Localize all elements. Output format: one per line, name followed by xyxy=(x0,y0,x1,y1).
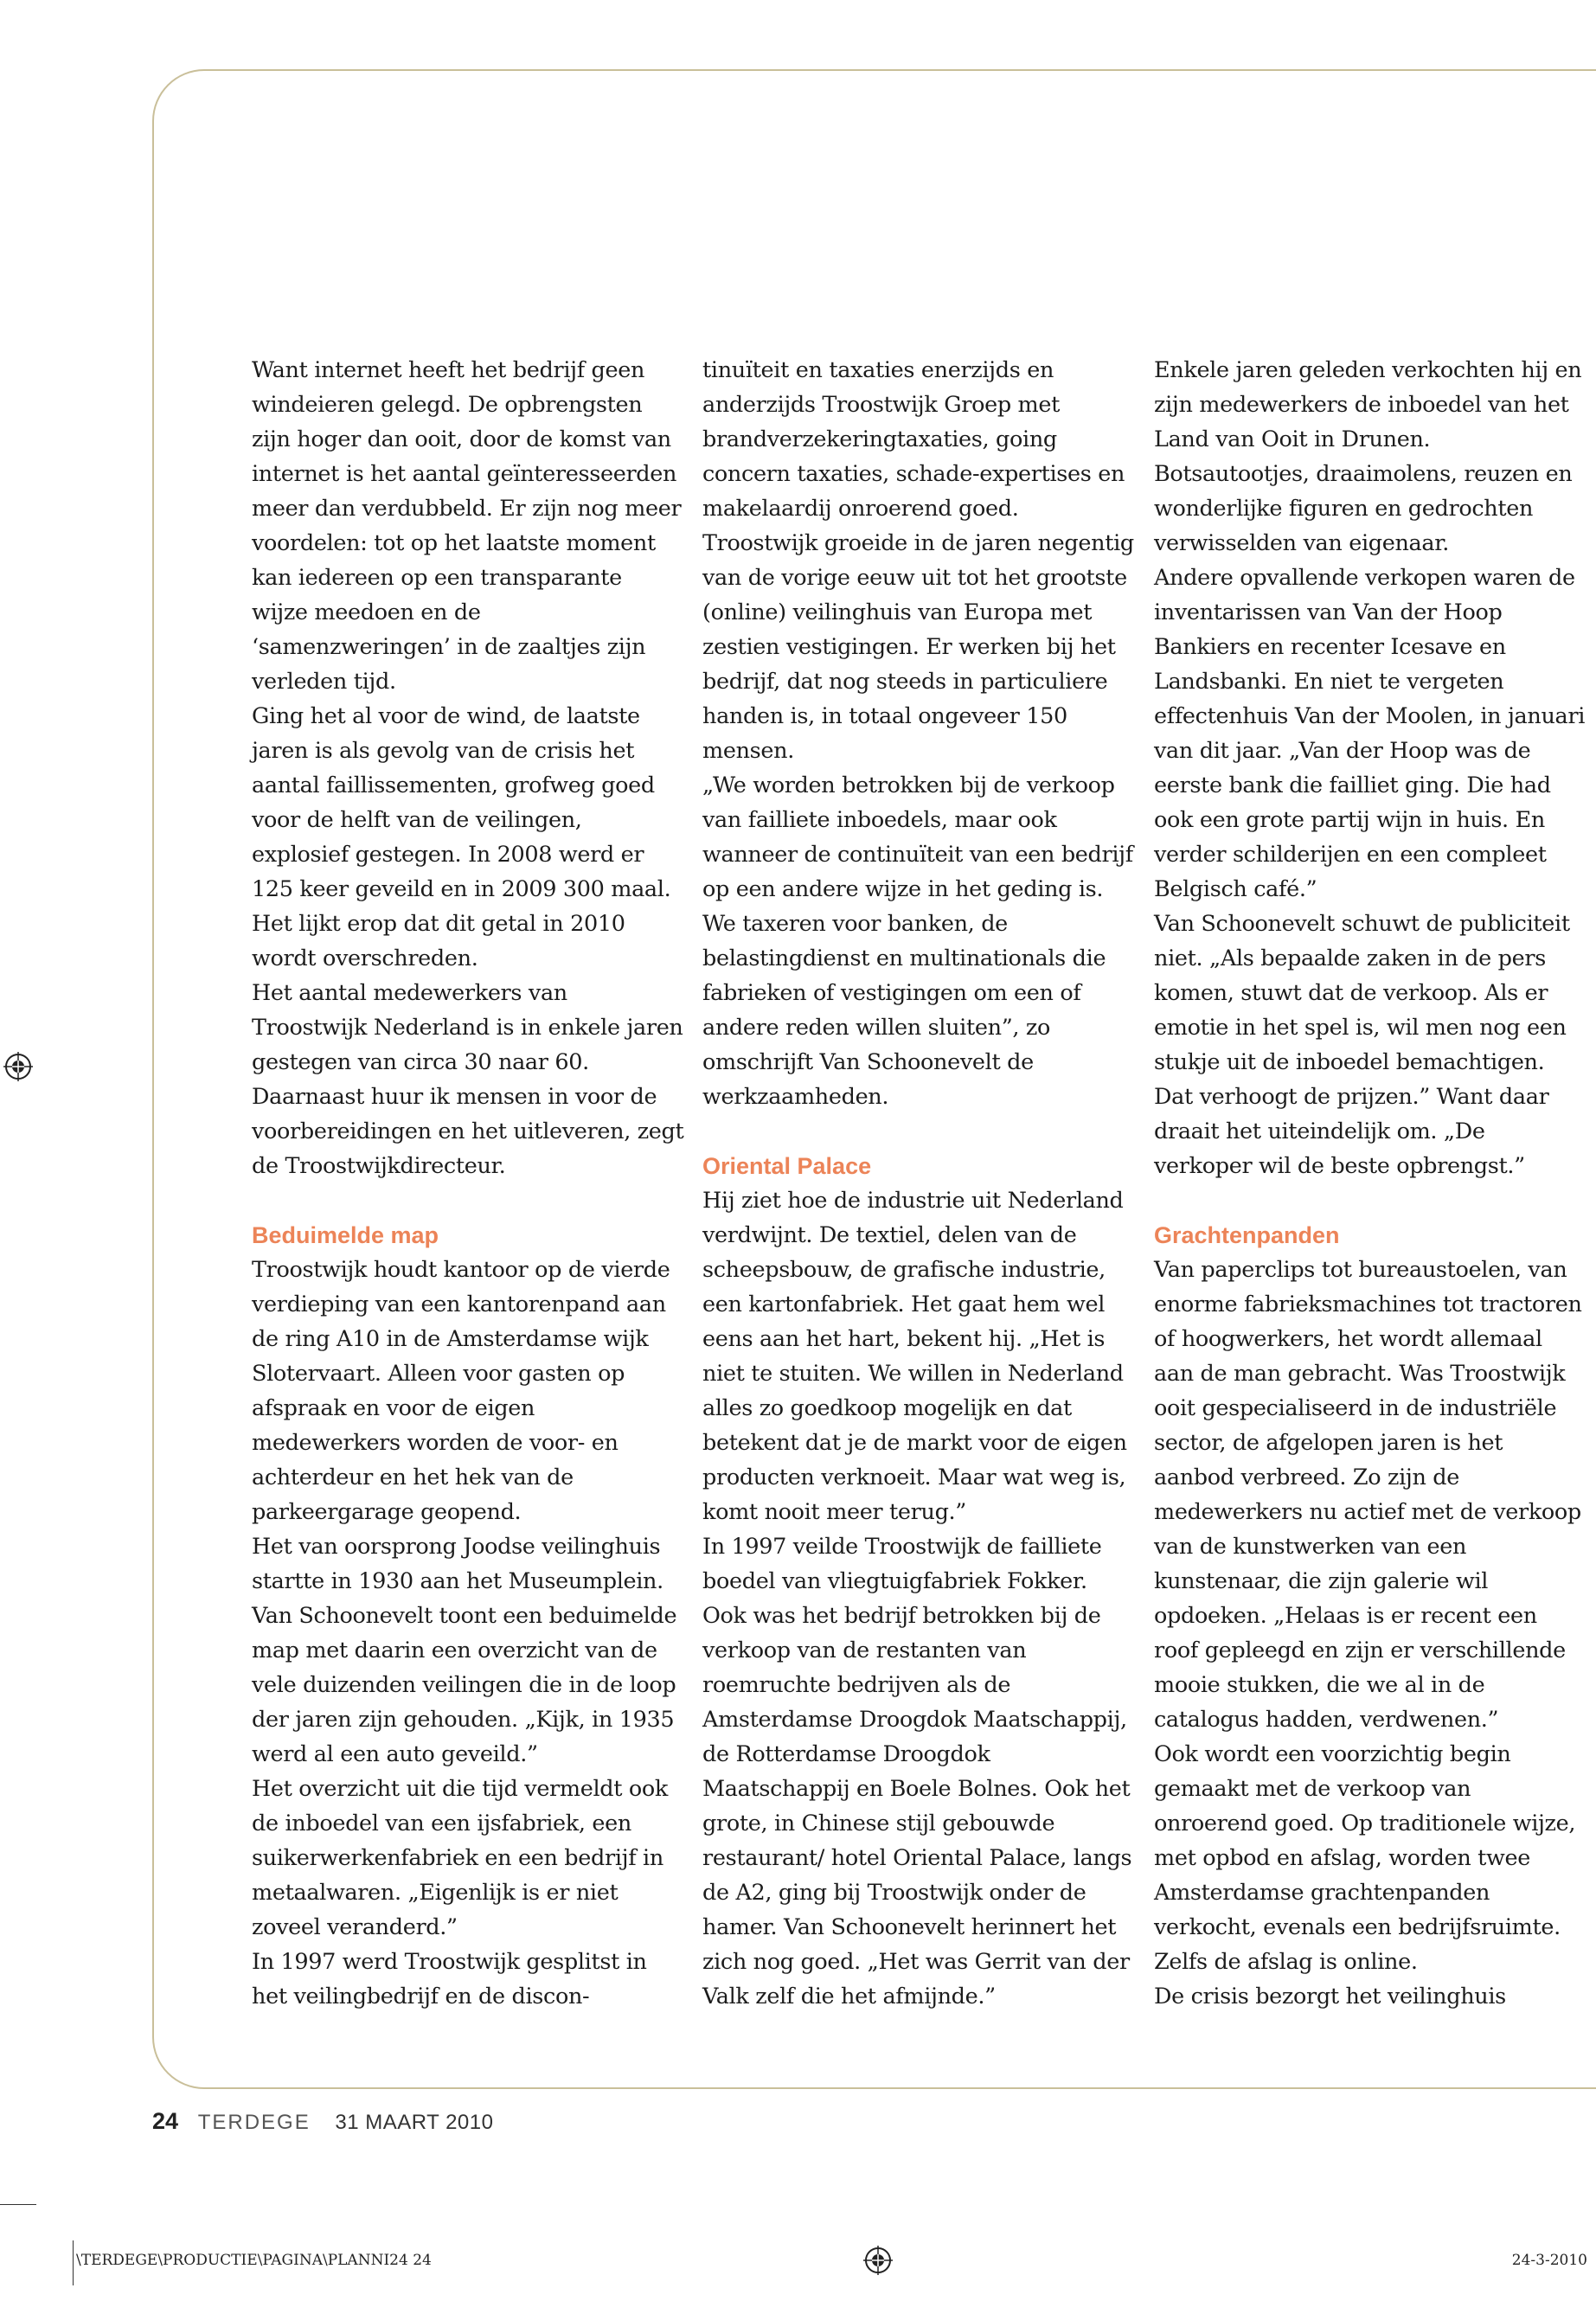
section-heading: Beduimelde map xyxy=(252,1222,439,1248)
magazine-name: TERDEGE xyxy=(197,2111,311,2134)
paragraph: Van Schoonevelt schuwt de publiciteit niet. „Als bepaalde zaken in de pers komen, stuwt dat de verkoop. Als er emotie in het spel is, wil men nog een stukje uit de inboedel bemachtigen. Dat verhoogt de prijzen.” Want daar draait het uiteindelijk om. „De verkoper wil de beste opbrengst.” xyxy=(1154,911,1570,1179)
print-slug-date: 24-3-2010 xyxy=(1511,2252,1587,2269)
paragraph: Want internet heeft het bedrijf geen windeieren gelegd. De opbrengsten zijn hoger dan ooit, door de komst van internet is het aantal geïnteresseerden meer dan verdubbeld. Er zijn nog meer voordelen: tot op het laatste moment kan iedereen op een transparante wijze meedoen en de ‘samenzweringen’ in de zaaltjes zijn verleden tijd. xyxy=(252,357,682,695)
paragraph: Ging het al voor de wind, de laatste jaren is als gevolg van de crisis het aantal faillissementen, grofweg goed voor de helft van de veilingen, explosief gestegen. In 2008 werd er 125 keer geveild en in 2009 300 maal. Het lijkt erop dat dit getal in 2010 wordt overschreden. xyxy=(252,703,671,971)
page-footer xyxy=(152,2108,493,2135)
paragraph: In 1997 werd Troostwijk gesplitst in het veilingbedrijf en de discon- xyxy=(252,1949,647,2009)
paragraph: Het aantal medewerkers van Troostwijk Nederland is in enkele jaren gestegen van circa 30 naar 60. Daarnaast huur ik mensen in voor de voorbereidingen en het uitleveren, zegt de Troostwijkdirecteur. xyxy=(252,980,684,1179)
paragraph: Troostwijk houdt kantoor op de vierde verdieping van een kantorenpand aan de ring A10 in de Amsterdamse wijk Slotervaart. Alleen voor gasten op afspraak en voor de eigen medewerkers worden de voor- en achterdeur en het hek van de parkeergarage geopend. xyxy=(252,1257,670,1525)
paragraph: Van paperclips tot bureaustoelen, van enorme fabrieksmachines tot tractoren of hoogwerkers, het wordt allemaal aan de man gebracht. Was Troostwijk ooit gespecialiseerd in de industriële sector, de afgelopen jaren is het aanbod verbreed. Zo zijn de medewerkers nu actief met de verkoop van de kunstwerken van een kunstenaar, die zijn galerie wil opdoeken. „Helaas is er recent een roof gepleegd en zijn er verschillende mooie stukken, die we al in de catalogus hadden, verdwenen.” xyxy=(1154,1257,1582,1733)
paragraph: De crisis bezorgt het veilinghuis xyxy=(1154,1984,1506,2009)
page-number: 24 xyxy=(152,2108,179,2134)
section-heading: Oriental Palace xyxy=(702,1153,872,1179)
article-column-2 xyxy=(702,353,1135,2014)
article-column-1 xyxy=(252,353,684,2014)
paragraph: Andere opvallende verkopen waren de inventarissen van Van der Hoop Bankiers en recenter Icesave en Landsbanki. En niet te vergeten effectenhuis Van der Moolen, in januari van dit jaar. „Van der Hoop was de eerste bank die failliet ging. Die had ook een grote partij wijn in huis. En verder schilderijen en een compleet Belgisch café.” xyxy=(1154,565,1586,902)
registration-mark-icon xyxy=(3,1052,33,1081)
paragraph: Ook wordt een voorzichtig begin gemaakt met de verkoop van onroerend goed. Op traditionele wijze, met opbod en afslag, worden twee Amsterdamse grachtenpanden verkocht, evenals een bedrijfsruimte. Zelfs de afslag is online. xyxy=(1154,1741,1576,1975)
crop-mark xyxy=(73,2240,74,2285)
article-column-3 xyxy=(1154,353,1586,2014)
paragraph: Het overzicht uit die tijd vermeldt ook de inboedel van een ijsfabriek, een suikerwerkenfabriek en een bedrijf in metaalwaren. „Eigenlijk is er niet zoveel veranderd.” xyxy=(252,1776,669,1940)
paragraph: Het van oorsprong Joodse veilinghuis startte in 1930 aan het Museumplein. Van Schoonevelt toont een beduimelde map met daarin een overzicht van de vele duizenden veilingen die in de loop der jaren zijn gehouden. „Kijk, in 1935 werd al een auto geveild.” xyxy=(252,1534,677,1767)
print-slug-path: \TERDEGE\PRODUCTIE\PAGINA\PLANNI24 24 xyxy=(76,2252,432,2269)
registration-mark-icon xyxy=(863,2246,893,2275)
paragraph: Enkele jaren geleden verkochten hij en zijn medewerkers de inboedel van het Land van Ooit in Drunen. Botsautootjes, draaimolens, reuzen en wonderlijke figuren en gedrochten verwisselden van eigenaar. xyxy=(1154,357,1582,556)
paragraph: Hij ziet hoe de industrie uit Nederland verdwijnt. De textiel, delen van de scheepsbouw, de grafische industrie, een kartonfabriek. Het gaat hem wel eens aan het hart, bekent hij. „Het is niet te stuiten. We willen in Nederland alles zo goedkoop mogelijk en dat betekent dat je de markt voor de eigen producten verknoeit. Maar wat weg is, komt nooit meer terug.” xyxy=(702,1188,1127,1525)
crop-mark xyxy=(0,2204,36,2205)
paragraph: In 1997 veilde Troostwijk de failliete boedel van vliegtuigfabriek Fokker. Ook was het bedrijf betrokken bij de verkoop van de restanten van roemruchte bedrijven als de Amsterdamse Droogdok Maatschappij, de Rotterdamse Droogdok Maatschappij en Boele Bolnes. Ook het grote, in Chinese stijl gebouwde restaurant/ hotel Oriental Palace, langs de A2, ging bij Troostwijk onder de hamer. Van Schoonevelt herinnert het zich nog goed. „Het was Gerrit van der Valk zelf die het afmijnde.” xyxy=(702,1534,1132,2009)
section-heading: Grachtenpanden xyxy=(1154,1222,1340,1248)
paragraph: tinuïteit en taxaties enerzijds en anderzijds Troostwijk Groep met brandverzekeringtaxaties, going concern taxaties, schade-expertises en makelaardij onroerend goed. Troostwijk groeide in de jaren negentig van de vorige eeuw uit tot het grootste (online) veilinghuis van Europa met zestien vestigingen. Er werken bij het bedrijf, dat nog steeds in particuliere handen is, in totaal ongeveer 150 mensen. xyxy=(702,357,1134,764)
paragraph: „We worden betrokken bij de verkoop van failliete inboedels, maar ook wanneer de continuïteit van een bedrijf op een andere wijze in het geding is. We taxeren voor banken, de belastingdienst en multinationals die fabrieken of vestigingen om een of andere reden willen sluiten”, zo omschrijft Van Schoonevelt de werkzaamheden. xyxy=(702,772,1133,1110)
issue-date: 31 MAART 2010 xyxy=(335,2111,494,2134)
